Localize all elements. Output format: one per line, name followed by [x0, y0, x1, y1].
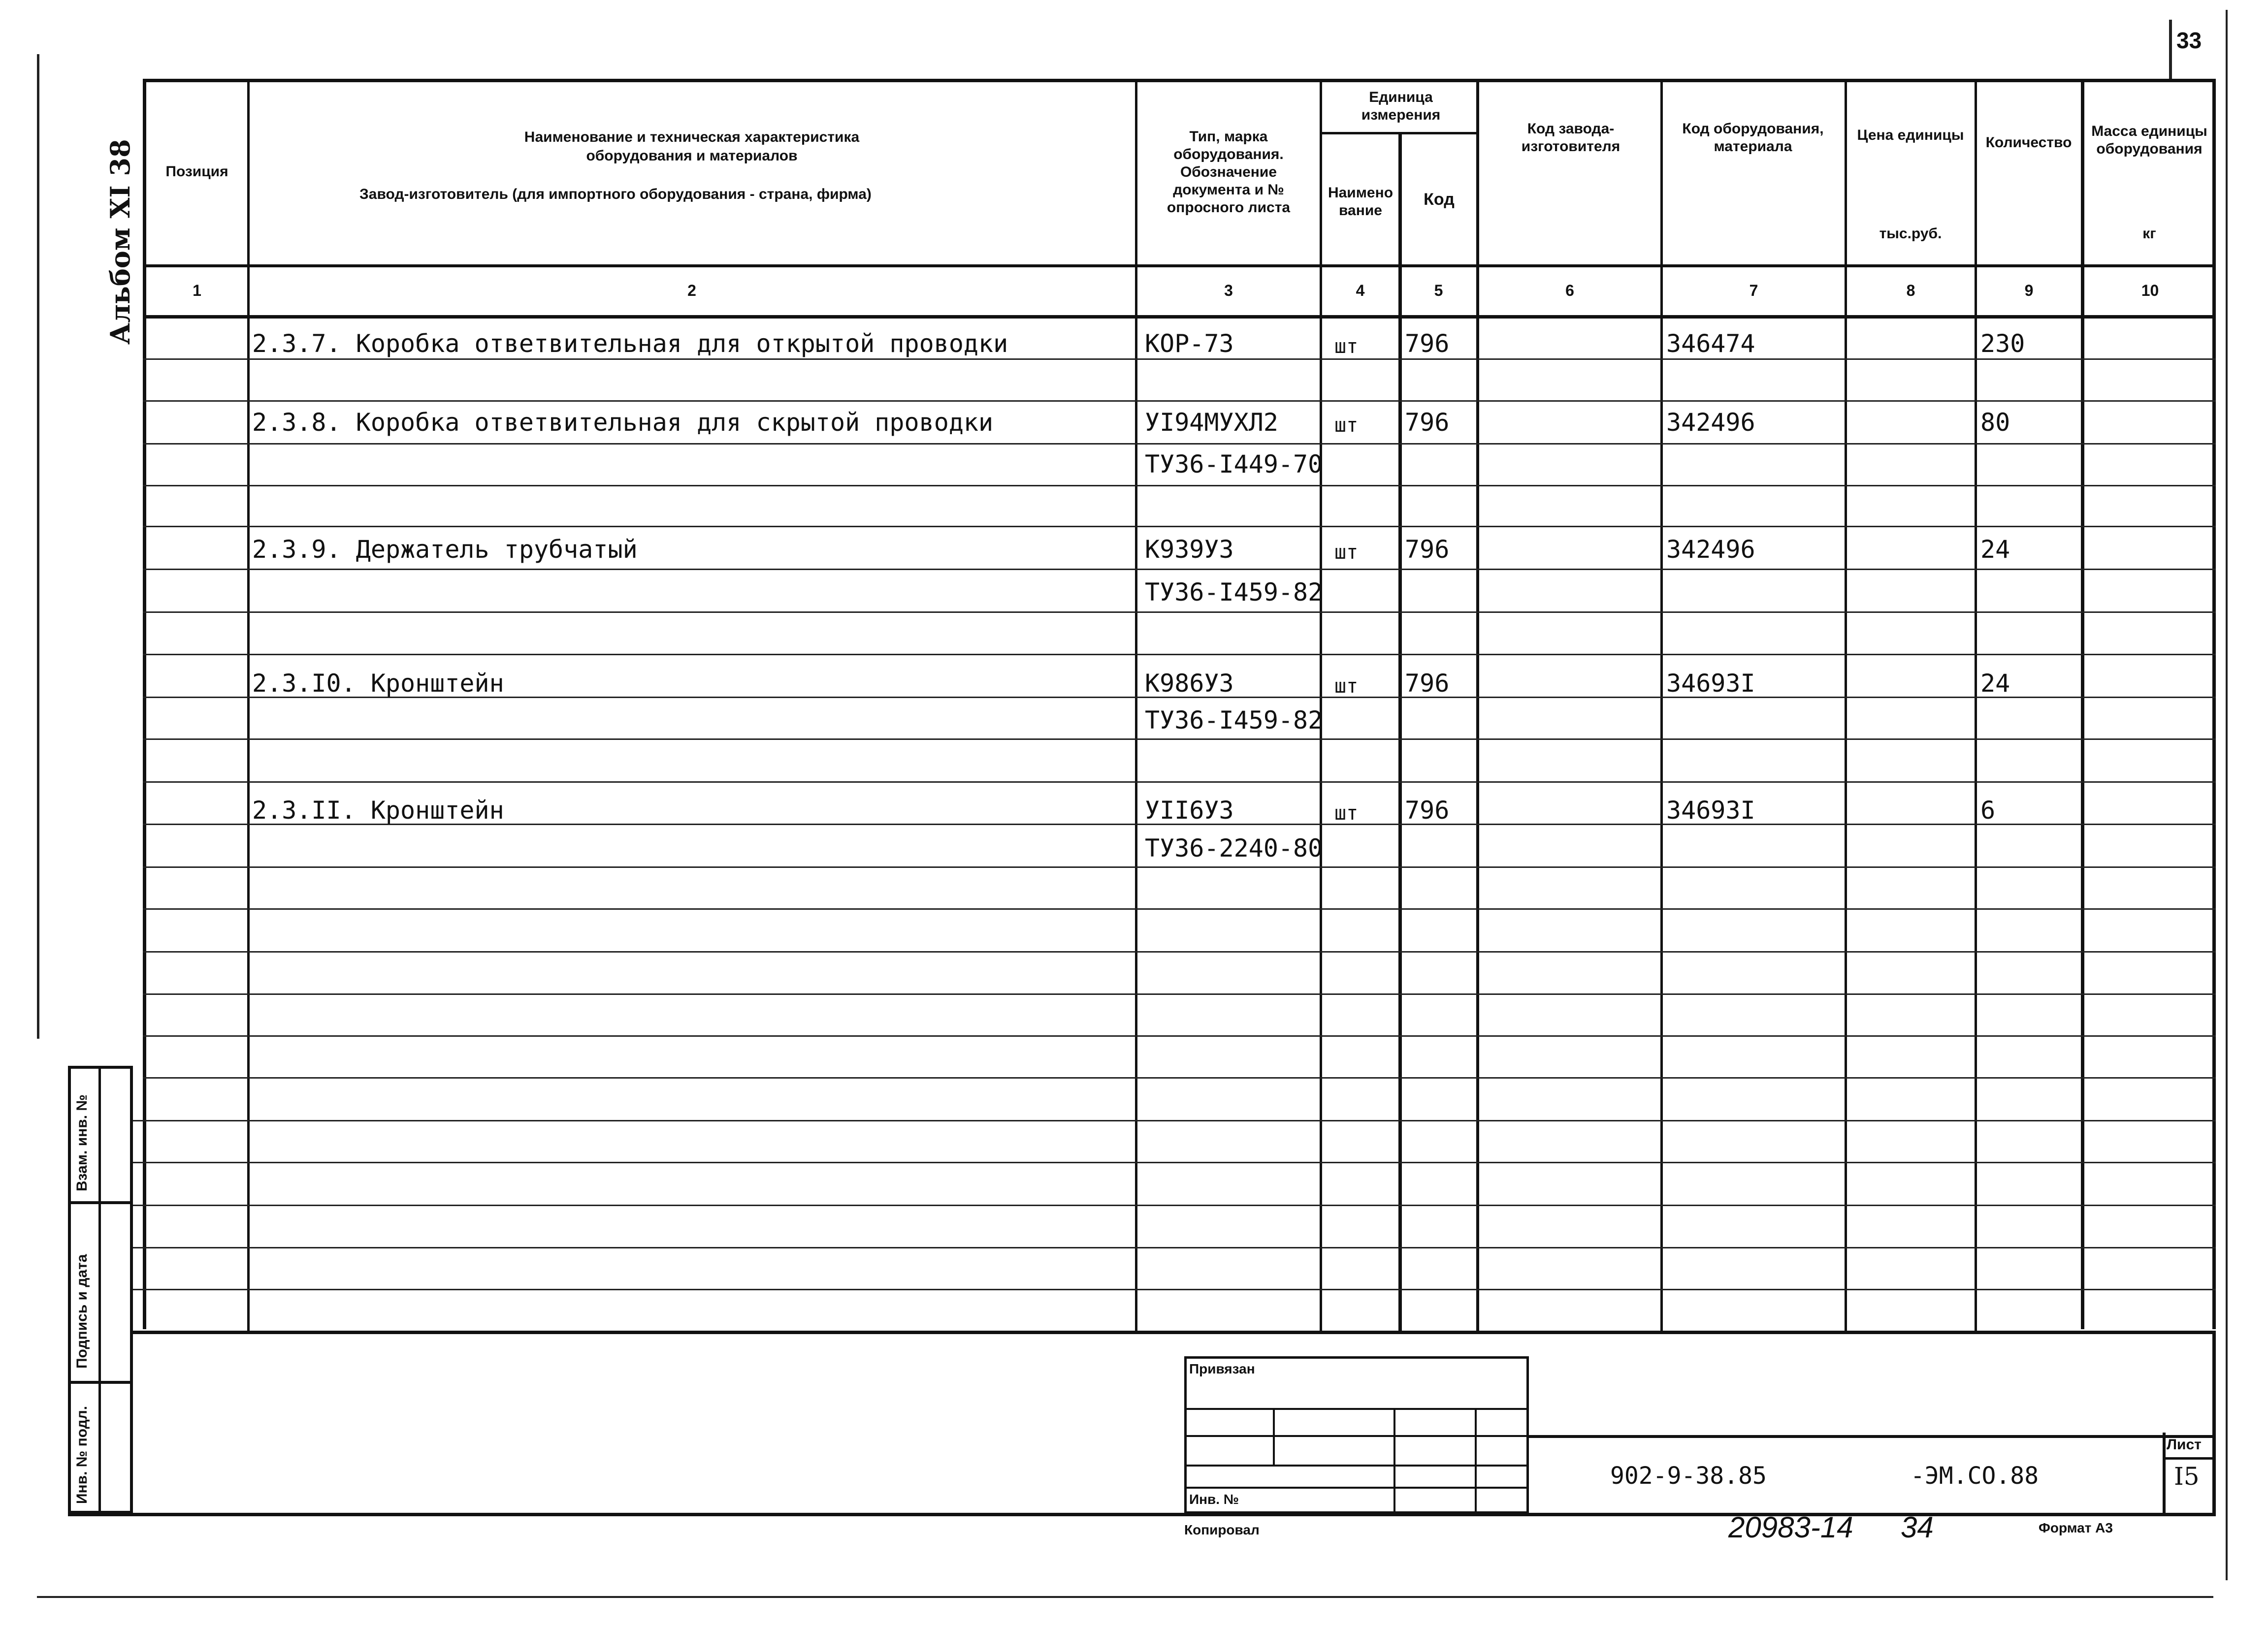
header-bottom-line	[143, 264, 2216, 267]
list-box-left	[2163, 1433, 2166, 1514]
col-number-9: 9	[2024, 282, 2034, 299]
header-unit-name: Наименование	[1328, 185, 1393, 219]
album-label: Альбом XI 38	[104, 139, 136, 345]
row-5-type: УII6У3	[1145, 796, 1234, 825]
side-vzam-label: Взам. инв. №	[74, 1094, 90, 1191]
row-line	[143, 738, 2216, 740]
row-line	[143, 908, 2216, 910]
row-4-code: 796	[1405, 669, 1450, 698]
row-line	[133, 1162, 2216, 1163]
doc-number: 902-9-38.85	[1610, 1462, 1767, 1490]
unit-group-divider	[1320, 132, 1476, 134]
list-number: I5	[2174, 1462, 2200, 1491]
row-2-qty: 80	[1980, 408, 2010, 437]
sheet-corner-number: 33	[2176, 28, 2202, 53]
header-price: Цена единицы	[1857, 127, 1964, 143]
row-line	[143, 569, 2216, 570]
col-number-3: 3	[1224, 282, 1233, 299]
archive-number-2: 34	[1901, 1511, 1934, 1544]
sheet-corner-divider	[2169, 20, 2172, 79]
kopiroval-label: Копировал	[1184, 1522, 1260, 1537]
row-line	[143, 443, 2216, 445]
privyazan-label: Привязан	[1189, 1361, 1255, 1376]
doc-suffix: -ЭМ.СО.88	[1911, 1462, 2039, 1490]
col-number-8: 8	[1906, 282, 1915, 299]
row-line	[143, 951, 2216, 953]
col-number-7: 7	[1749, 282, 1758, 299]
row-4-material-code: 34693I	[1666, 669, 1755, 698]
col-line-4	[1398, 132, 1402, 1333]
col-number-4: 4	[1356, 282, 1365, 299]
header-name-block	[251, 128, 1133, 204]
header-type: Тип, марка оборудования. Обозначение документа и № опросного листа	[1166, 128, 1291, 216]
row-2-name: 2.3.8. Коробка ответвительная для скрытой проводки	[252, 408, 994, 437]
header-material-code: Код оборудования, материала	[1682, 121, 1824, 155]
col-line-9	[2081, 79, 2084, 1329]
header-unit-group: Единица измерения	[1361, 89, 1441, 123]
row-line	[143, 1035, 2216, 1037]
row-line	[143, 526, 2216, 527]
row-line	[143, 866, 2216, 868]
side-podp-label: Подпись и дата	[74, 1254, 90, 1369]
col-line-1	[247, 79, 250, 1334]
row-3-type-doc: ТУ36-I459-82	[1145, 578, 1323, 607]
col-line-8	[1975, 79, 1977, 1334]
bottom-margin-line	[37, 1596, 2213, 1598]
col-number-6: 6	[1565, 282, 1574, 299]
row-3-type: К939У3	[1145, 535, 1234, 564]
row-2-code: 796	[1405, 408, 1450, 437]
side-stamp-divider	[98, 1066, 101, 1514]
row-line	[143, 1077, 2216, 1079]
archive-number: 20983-14	[1728, 1511, 1853, 1544]
row-1-qty: 230	[1980, 329, 2025, 358]
row-5-name: 2.3.II. Кронштейн	[252, 796, 504, 825]
header-mass-unit: кг	[2142, 225, 2156, 242]
row-4-unit: шт	[1334, 675, 1359, 698]
doc-number-line	[1529, 1435, 2216, 1438]
title-block-right	[2212, 1331, 2216, 1516]
row-1-material-code: 346474	[1666, 329, 1755, 358]
header-mass: Масса единицы оборудования	[2091, 123, 2207, 157]
row-4-name: 2.3.I0. Кронштейн	[252, 669, 504, 698]
row-4-qty: 24	[1980, 669, 2010, 698]
left-margin-line	[37, 54, 39, 1039]
row-line	[133, 1205, 2216, 1206]
row-3-material-code: 342496	[1666, 535, 1755, 564]
right-outer-line	[2226, 10, 2228, 1580]
privyazan-col	[1393, 1408, 1395, 1514]
row-line	[133, 1120, 2216, 1121]
header-unit-code: Код	[1424, 190, 1455, 209]
row-line	[143, 781, 2216, 783]
header-name-line1: Наименование и техническая характеристика	[524, 129, 860, 145]
row-3-unit: шт	[1334, 541, 1359, 564]
row-3-name: 2.3.9. Держатель трубчатый	[252, 535, 638, 564]
row-1-code: 796	[1405, 329, 1450, 358]
privyazan-line	[1184, 1435, 1529, 1437]
header-name-line3: Завод-изготовитель (для импортного оборудования - страна, фирма)	[359, 186, 872, 202]
col-line-5	[1476, 79, 1479, 1334]
row-line	[143, 993, 2216, 995]
header-maker-code: Код завода-изготовителя	[1521, 121, 1620, 155]
inv-no-label: Инв. №	[1189, 1492, 1239, 1507]
list-label: Лист	[2167, 1436, 2202, 1453]
row-4-type-doc: ТУ36-I459-82	[1145, 706, 1323, 734]
col-number-5: 5	[1434, 282, 1443, 299]
privyazan-line	[1184, 1408, 1529, 1410]
row-line	[133, 1289, 2216, 1290]
side-inv-label: Инв. № подл.	[74, 1405, 90, 1504]
header-qty: Количество	[1985, 134, 2072, 151]
privyazan-col	[1475, 1408, 1477, 1514]
row-2-type: УI94МУХЛ2	[1145, 408, 1278, 437]
row-1-unit: шт	[1334, 335, 1359, 358]
row-2-material-code: 342496	[1666, 408, 1755, 437]
row-3-qty: 24	[1980, 535, 2010, 564]
row-line	[133, 1247, 2216, 1248]
col-number-2: 2	[687, 282, 696, 299]
col-line-2	[1135, 79, 1137, 1334]
privyazan-line	[1184, 1487, 1529, 1489]
col-number-1: 1	[193, 282, 201, 299]
table-bottom-line	[133, 1331, 2216, 1334]
row-line	[143, 611, 2216, 613]
row-line	[143, 485, 2216, 486]
row-5-type-doc: ТУ36-2240-80	[1145, 834, 1323, 862]
row-5-code: 796	[1405, 796, 1450, 825]
number-row-bottom-line	[143, 315, 2216, 319]
list-box-line	[2163, 1457, 2216, 1460]
row-2-type-doc: ТУ36-I449-70	[1145, 450, 1323, 479]
side-stamp-line	[68, 1381, 133, 1384]
privyazan-col	[1273, 1408, 1275, 1465]
row-2-unit: шт	[1334, 414, 1359, 437]
col-number-10: 10	[2141, 282, 2159, 299]
row-line	[143, 654, 2216, 655]
row-line	[143, 400, 2216, 402]
row-3-code: 796	[1405, 535, 1450, 564]
format-label: Формат А3	[2039, 1520, 2113, 1535]
row-1-name: 2.3.7. Коробка ответвительная для открытой проводки	[252, 329, 1008, 358]
col-line-7	[1845, 79, 1847, 1334]
row-line	[143, 358, 2216, 360]
title-block-bottom	[68, 1513, 2216, 1516]
privyazan-line	[1184, 1465, 1529, 1467]
header-price-unit: тыс.руб.	[1879, 225, 1942, 242]
row-4-type: К986У3	[1145, 669, 1234, 698]
row-1-type: КОР-73	[1145, 329, 1234, 358]
row-5-material-code: 34693I	[1666, 796, 1755, 825]
row-5-unit: шт	[1334, 802, 1359, 825]
row-5-qty: 6	[1980, 796, 1996, 825]
col-line-6	[1660, 79, 1663, 1334]
header-name-line2: оборудования и материалов	[586, 148, 798, 164]
side-stamp-line	[68, 1201, 133, 1204]
header-position: Позиция	[165, 163, 228, 180]
